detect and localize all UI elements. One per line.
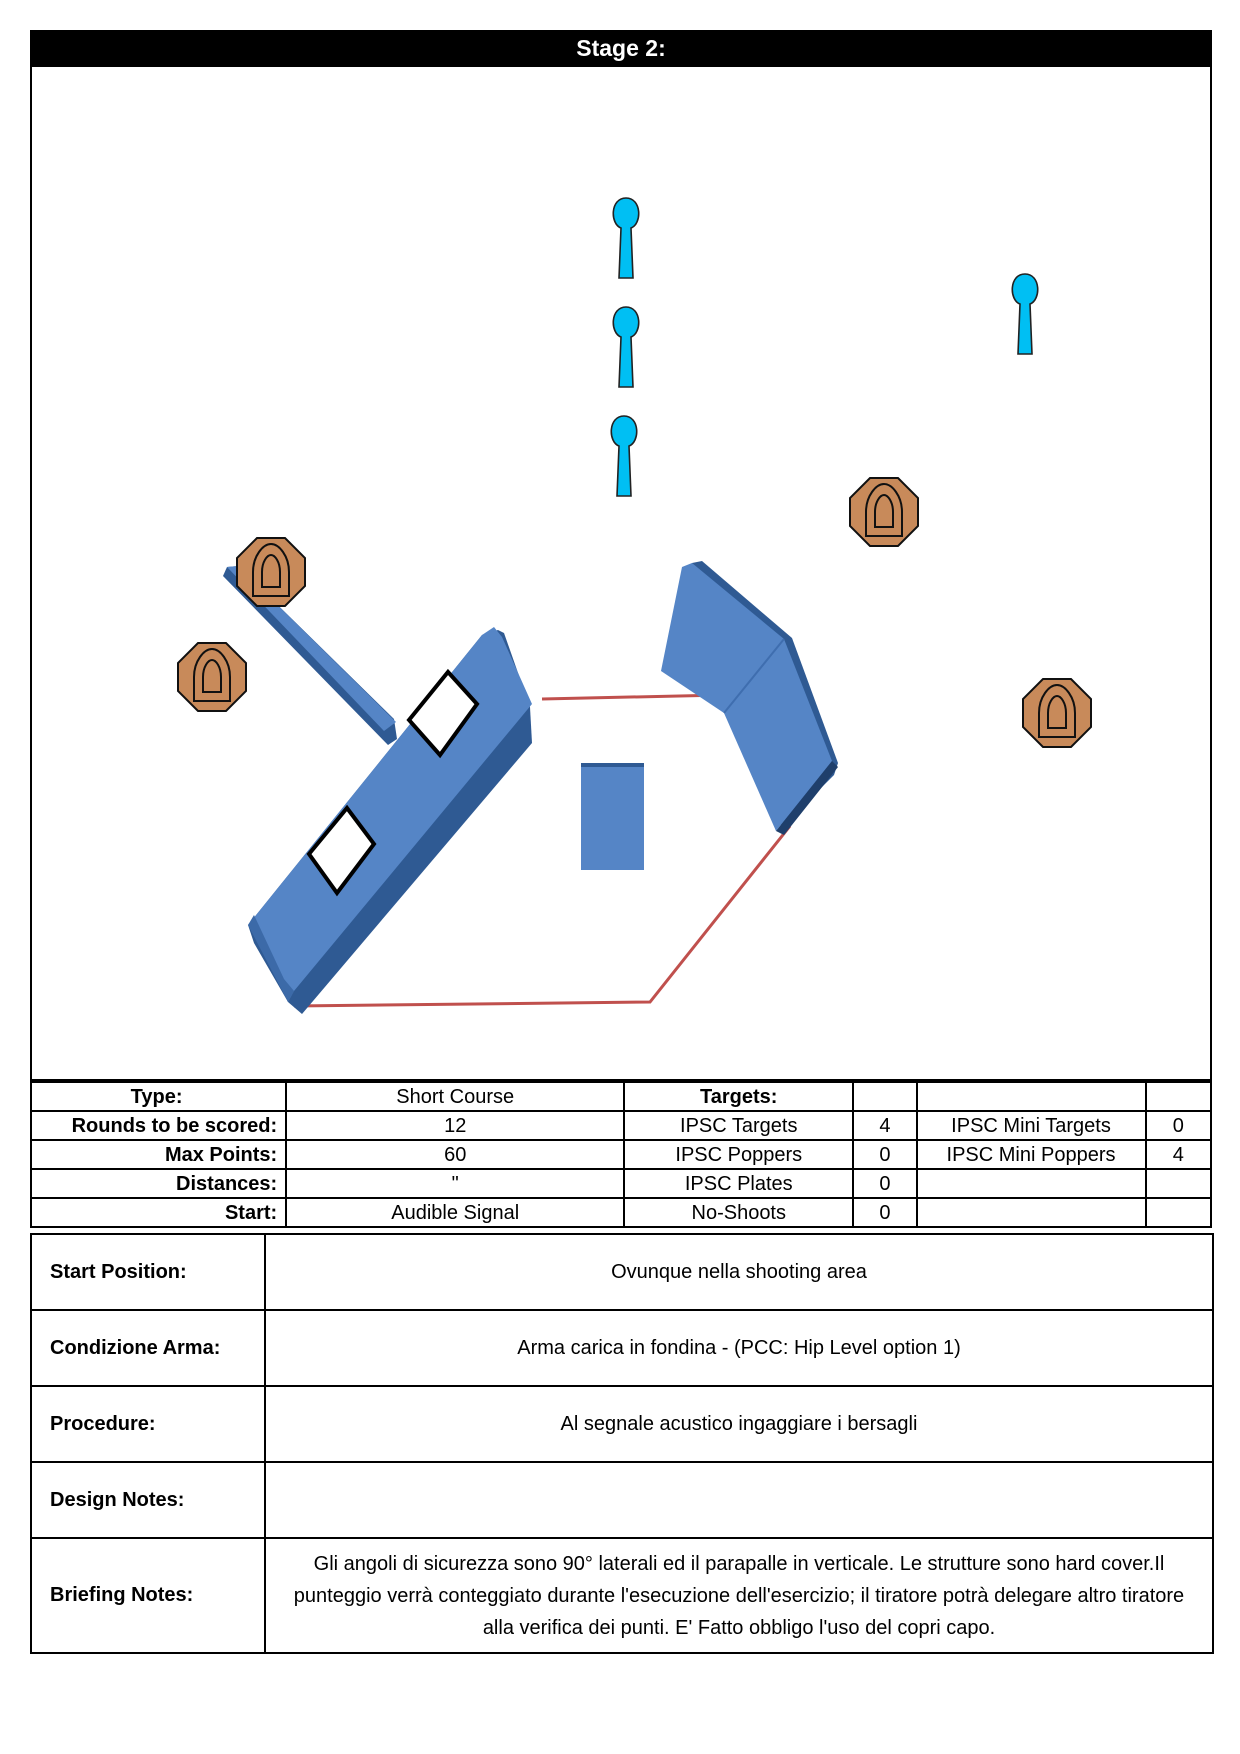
ipsc-targets-value: 4 [853, 1111, 916, 1140]
stage-diagram [30, 67, 1212, 1081]
briefing-notes-value: Gli angoli di sicurezza sono 90° laterali ed il parapalle in verticale. Le strutture sono hard cover.Il punteggio verrà conteggiato durante l'esecuzione dell'esercizio; il tiratore potrà delegare altro tiratore alla verifica dei punti. E' Fatto obbligo l'uso del copri capo. [265, 1538, 1213, 1653]
table-row [31, 1538, 1213, 1653]
ipsc-poppers-label: IPSC Poppers [624, 1140, 853, 1169]
stage-title: Stage 2: [30, 30, 1212, 67]
center-barricade [581, 763, 644, 870]
distances-label: Distances: [31, 1169, 286, 1198]
type-value: Short Course [286, 1082, 624, 1111]
rounds-label: Rounds to be scored: [31, 1111, 286, 1140]
mini-poppers-value: 4 [1146, 1140, 1211, 1169]
design-notes-value [265, 1462, 1213, 1538]
ipsc-plates-label: IPSC Plates [624, 1169, 853, 1198]
ipsc-mini-target-icon [1023, 679, 1091, 747]
condition-value: Arma carica in fondina - (PCC: Hip Level option 1) [265, 1310, 1213, 1386]
table-row [31, 1169, 1211, 1198]
mini-poppers-label: IPSC Mini Poppers [917, 1140, 1146, 1169]
rounds-value: 12 [286, 1111, 624, 1140]
start-label: Start: [31, 1198, 286, 1227]
table-row [31, 1462, 1213, 1538]
ipsc-mini-popper-icon [1012, 274, 1037, 354]
ipsc-mini-popper-icon [611, 416, 636, 496]
design-notes-label: Design Notes: [31, 1462, 265, 1538]
table-row [31, 1386, 1213, 1462]
type-label: Type: [31, 1082, 286, 1111]
mini-targets-label: IPSC Mini Targets [917, 1111, 1146, 1140]
ipsc-mini-target-icon [237, 538, 305, 606]
ipsc-targets-label: IPSC Targets [624, 1111, 853, 1140]
mini-targets-value: 0 [1146, 1111, 1211, 1140]
table-row [31, 1310, 1213, 1386]
targets-header: Targets: [624, 1082, 853, 1111]
start-position-value: Ovunque nella shooting area [265, 1234, 1213, 1310]
right-wall [661, 561, 838, 835]
ipsc-mini-popper-icon [613, 307, 638, 387]
table-row [31, 1111, 1211, 1140]
briefing-notes-label: Briefing Notes: [31, 1538, 265, 1653]
ipsc-mini-target-icon [178, 643, 246, 711]
maxpoints-value: 60 [286, 1140, 624, 1169]
start-position-label: Start Position: [31, 1234, 265, 1310]
ipsc-poppers-value: 0 [853, 1140, 916, 1169]
start-value: Audible Signal [286, 1198, 624, 1227]
stage-notes-table [30, 1233, 1214, 1654]
table-row [31, 1198, 1211, 1227]
table-row [31, 1140, 1211, 1169]
table-row [31, 1082, 1211, 1111]
noshoots-value: 0 [853, 1198, 916, 1227]
left-wall [248, 627, 532, 1014]
stage-info-table [30, 1081, 1212, 1228]
condition-label: Condizione Arma: [31, 1310, 265, 1386]
procedure-value: Al segnale acustico ingaggiare i bersagli [265, 1386, 1213, 1462]
distances-value: " [286, 1169, 624, 1198]
ipsc-mini-target-icon [850, 478, 918, 546]
ipsc-mini-popper-icon [613, 198, 638, 278]
ipsc-plates-value: 0 [853, 1169, 916, 1198]
table-row [31, 1234, 1213, 1310]
noshoots-label: No-Shoots [624, 1198, 853, 1227]
procedure-label: Procedure: [31, 1386, 265, 1462]
maxpoints-label: Max Points: [31, 1140, 286, 1169]
